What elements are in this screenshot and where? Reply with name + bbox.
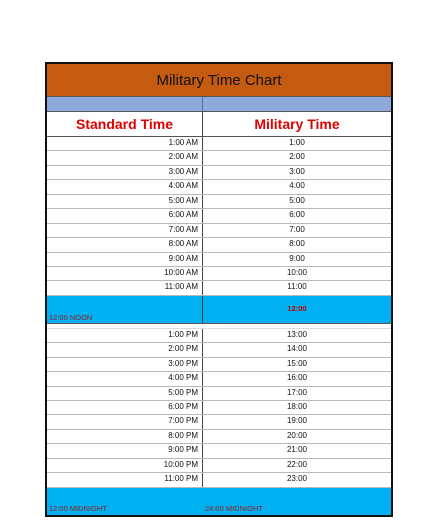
military-time-cell: 21:00	[286, 445, 308, 455]
military-time-cell: 16:00	[286, 373, 308, 383]
military-time-cell: 20:00	[286, 430, 308, 440]
table-row	[47, 209, 391, 223]
standard-time-cell: 9:00 AM	[47, 253, 203, 266]
standard-time-cell: 2:00 PM	[47, 343, 203, 356]
military-time-cell: 10:00	[286, 267, 308, 277]
standard-time-cell: 11:00 PM	[47, 473, 203, 486]
table-row	[47, 459, 391, 473]
standard-time-cell: 7:00 PM	[47, 415, 203, 428]
military-time-cell: 19:00	[286, 416, 308, 426]
standard-time-cell: 7:00 AM	[47, 224, 203, 237]
standard-time-cell: 8:00 AM	[47, 238, 203, 251]
noon-military-cell: 12:00	[287, 303, 307, 313]
military-time-cell: 2:00	[289, 152, 305, 162]
noon-standard-label: 12:00 NOON	[49, 312, 93, 322]
military-time-cell: 4:00	[289, 181, 305, 191]
noon-standard-cell	[47, 296, 203, 323]
military-time-cell: 7:00	[289, 224, 305, 234]
table-row	[47, 195, 391, 209]
table-row	[47, 253, 391, 267]
table-row	[47, 401, 391, 415]
midnight-standard-cell	[47, 488, 203, 515]
table-row	[47, 224, 391, 238]
band-cell-left	[47, 97, 203, 111]
table-row	[47, 372, 391, 386]
standard-time-cell: 9:00 PM	[47, 444, 203, 457]
table-row	[47, 343, 391, 357]
table-row	[47, 281, 391, 295]
table-row	[47, 267, 391, 281]
band-cell-right	[203, 97, 391, 111]
table-row	[47, 358, 391, 372]
standard-time-cell: 2:00 AM	[47, 151, 203, 164]
military-time-cell: 8:00	[289, 239, 305, 249]
military-time-table	[45, 62, 393, 517]
table-row	[47, 444, 391, 458]
column-headers	[47, 112, 391, 137]
standard-time-cell: 10:00 AM	[47, 267, 203, 280]
table-row	[47, 166, 391, 180]
midnight-military-label: 24:00 MIDNIGHT	[205, 503, 263, 513]
table-row	[47, 180, 391, 194]
military-time-cell: 1:00	[289, 138, 305, 147]
standard-time-cell: 3:00 PM	[47, 358, 203, 371]
standard-time-cell: 1:00 AM	[47, 137, 203, 150]
military-time-cell: 11:00	[287, 282, 307, 292]
military-time-cell: 13:00	[286, 329, 308, 339]
military-time-cell: 5:00	[289, 195, 305, 205]
table-row	[47, 387, 391, 401]
table-row	[47, 430, 391, 444]
standard-time-cell: 3:00 AM	[47, 166, 203, 179]
standard-time-cell: 6:00 AM	[47, 209, 203, 222]
standard-time-cell: 8:00 PM	[47, 430, 203, 443]
standard-time-header: Standard Time	[47, 112, 203, 136]
standard-time-cell: 5:00 AM	[47, 195, 203, 208]
table-row	[47, 415, 391, 429]
table-row	[47, 329, 391, 343]
midnight-row	[47, 488, 391, 515]
standard-time-cell: 6:00 PM	[47, 401, 203, 414]
military-time-cell: 18:00	[286, 402, 308, 411]
midnight-military-cell	[203, 488, 391, 515]
military-time-cell: 14:00	[286, 344, 308, 354]
midnight-standard-label: 12:00 MIDNIGHT	[49, 503, 107, 513]
standard-time-cell: 10:00 PM	[47, 459, 203, 472]
military-time-cell: 6:00	[289, 210, 305, 220]
standard-time-cell: 4:00 AM	[47, 180, 203, 193]
military-time-cell: 23:00	[286, 474, 308, 484]
standard-time-cell: 4:00 PM	[47, 372, 203, 385]
table-row	[47, 473, 391, 487]
table-title: Military Time Chart	[47, 64, 391, 97]
standard-time-cell: 1:00 PM	[47, 329, 203, 342]
standard-time-cell: 5:00 PM	[47, 387, 203, 400]
noon-row	[47, 296, 391, 324]
table-row	[47, 151, 391, 165]
table-row	[47, 137, 391, 151]
header-band	[47, 97, 391, 112]
military-time-cell: 17:00	[286, 387, 308, 397]
military-time-cell: 3:00	[289, 166, 305, 176]
standard-time-cell: 11:00 AM	[47, 281, 203, 294]
military-time-cell: 9:00	[289, 253, 305, 263]
military-time-cell: 15:00	[286, 358, 308, 368]
military-time-cell: 22:00	[286, 459, 308, 469]
table-row	[47, 238, 391, 252]
military-time-header: Military Time	[254, 116, 340, 132]
